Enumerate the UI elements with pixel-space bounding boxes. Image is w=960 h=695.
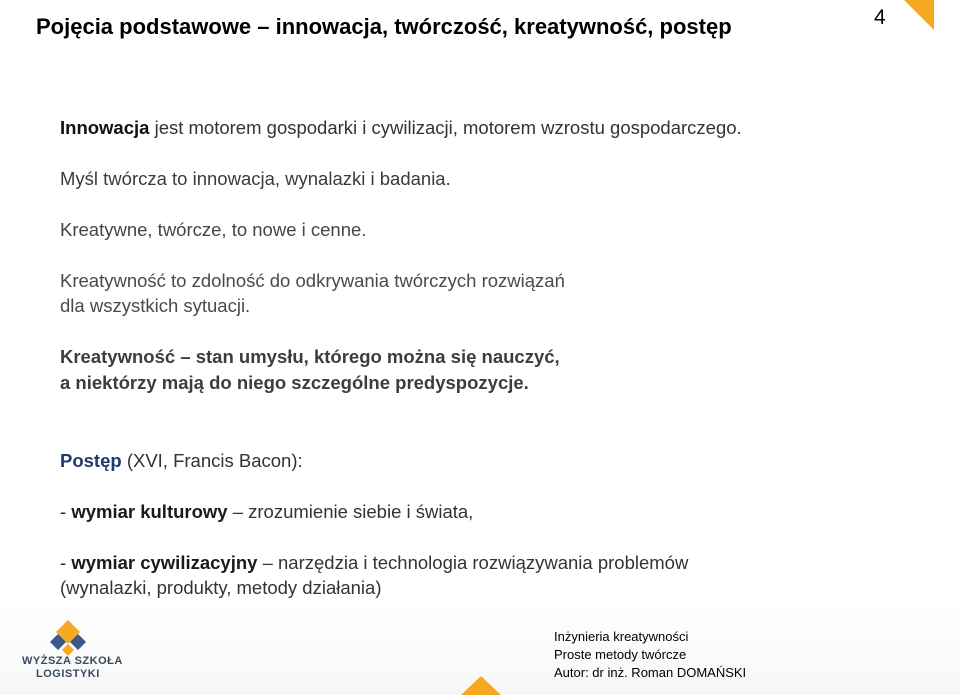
text-wymiar-kulturowy: – zrozumienie siebie i świata,: [227, 501, 474, 522]
term-postep: Postęp: [60, 450, 122, 471]
paragraph-kreatywne: Kreatywne, twórcze, to nowe i cenne.: [60, 219, 367, 240]
footer-course: Inżynieria kreatywności: [554, 629, 689, 644]
paragraph-postep: [60, 450, 303, 472]
paragraph-kreatywnosc-stan-1: Kreatywność – stan umysłu, którego można się nauczyć,: [60, 346, 560, 367]
paragraph-kreatywnosc-zdolnosc-1: Kreatywność to zdolność do odkrywania twórczych rozwiązań: [60, 270, 565, 291]
text-wymiar-cywilizacyjny: – narzędzia i technologia rozwiązywania problemów: [257, 552, 689, 573]
text-postep: (XVI, Francis Bacon):: [121, 450, 303, 471]
logo-text-line2: LOGISTYKI: [36, 668, 100, 680]
list-item-wymiar-cywilizacyjny: - wymiar cywilizacyjny – narzędzia i technologia rozwiązywania problemów: [60, 552, 689, 573]
logo-text-line1: WYŻSZA SZKOŁA: [22, 655, 123, 667]
paragraph-kreatywnosc-zdolnosc-2: dla wszystkich sytuacji.: [60, 295, 251, 316]
paragraph-kreatywnosc-stan-2: a niektórzy mają do niego szczególne predyspozycje.: [60, 372, 529, 393]
term-wymiar-cywilizacyjny: wymiar cywilizacyjny: [71, 552, 258, 573]
list-item-wymiar-cywilizacyjny-line2: (wynalazki, produkty, metody działania): [60, 577, 382, 598]
footer-info: [554, 628, 746, 682]
footer-topic: Proste metody twórcze: [554, 647, 687, 662]
page-number: 4: [874, 6, 886, 29]
corner-triangle-icon: [904, 0, 934, 30]
paragraph-mysl-tworcza: Myśl twórcza to innowacja, wynalazki i badania.: [60, 168, 451, 189]
footer-author: Autor: dr inż. Roman DOMAŃSKI: [554, 665, 747, 680]
bottom-triangle-icon: [461, 676, 501, 695]
list-item-wymiar-kulturowy: - wymiar kulturowy – zrozumienie siebie i świata,: [60, 501, 474, 522]
term-wymiar-kulturowy: wymiar kulturowy: [71, 501, 228, 522]
page-title: Pojęcia podstawowe – innowacja, twórczość, kreatywność, postęp: [36, 14, 732, 39]
paragraph-innowacja: [60, 117, 742, 139]
text-innowacja: jest motorem gospodarki i cywilizacji, motorem wzrostu gospodarczego.: [149, 117, 742, 138]
term-innowacja: Innowacja: [60, 117, 150, 138]
